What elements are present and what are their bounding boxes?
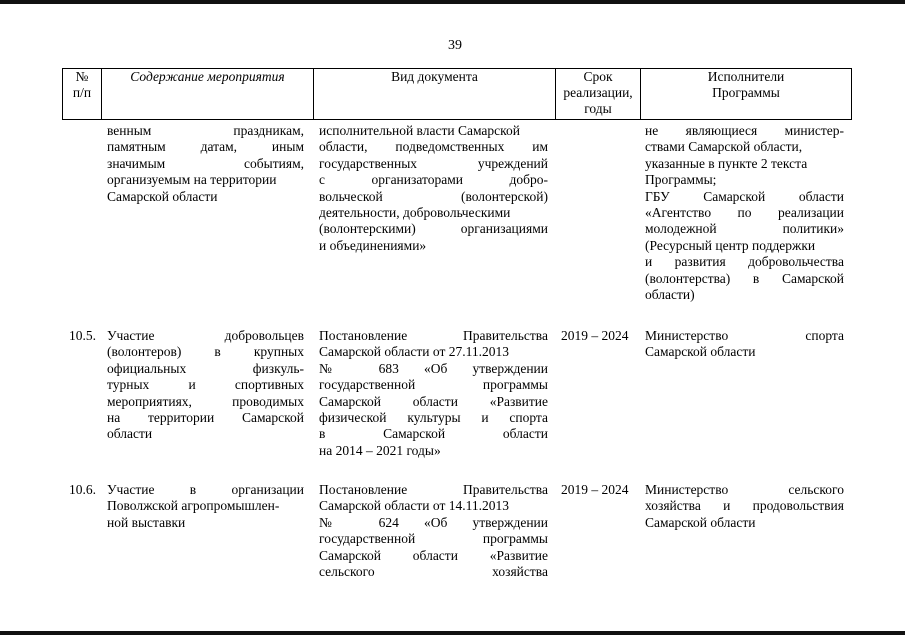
- text-line: Поволжской агропромышлен-: [107, 498, 280, 514]
- text-line: государственной программы: [319, 377, 548, 393]
- top-border: [0, 0, 905, 4]
- text-line: мероприятиях, проводимых: [107, 393, 304, 409]
- row-period: 2019 – 2024: [561, 482, 629, 497]
- text-line: области): [645, 287, 695, 303]
- text-line: Самарской области «Развитие: [319, 547, 548, 563]
- text-line: турных и спортивных: [107, 377, 304, 393]
- row-executors: [645, 328, 844, 361]
- text-line: (Ресурсный центр поддержки: [645, 237, 816, 253]
- bottom-border: [0, 631, 905, 635]
- text-line: № 624 «Об утверждении: [319, 514, 548, 530]
- text-line: ной выставки: [107, 514, 186, 530]
- row-content: [107, 328, 304, 443]
- header-content: Содержание мероприятия: [130, 69, 285, 84]
- text-line: Программы;: [645, 172, 717, 188]
- text-line: с организаторами добро-: [319, 172, 548, 188]
- header-period-line: реализации,: [563, 85, 633, 100]
- text-line: и развития добровольчества: [645, 254, 844, 270]
- text-line: Самарской области: [645, 514, 756, 530]
- header-executors-line: Исполнители: [707, 69, 785, 84]
- text-line: области: [107, 426, 153, 442]
- header-period-line: Срок: [583, 69, 613, 84]
- col-rule: [851, 68, 852, 120]
- continued-content: [107, 123, 304, 205]
- text-line: ГБУ Самарской области: [645, 188, 844, 204]
- row-number: 10.6.: [69, 482, 96, 497]
- text-line: организуемым на территории: [107, 172, 277, 188]
- continued-doc: [319, 123, 548, 254]
- row-content: [107, 482, 304, 531]
- header-period-line: годы: [584, 101, 612, 116]
- row-period: 2019 – 2024: [561, 328, 629, 343]
- text-line: физической культуры и спорта: [319, 410, 548, 426]
- text-line: Постановление Правительства: [319, 482, 548, 497]
- header-doc-type: Вид документа: [391, 69, 478, 84]
- text-line: Самарской области от 27.11.2013: [319, 344, 510, 360]
- text-line: не являющиеся министер-: [645, 123, 844, 138]
- text-line: (волонтеров) в крупных: [107, 344, 304, 360]
- text-line: Министерство спорта: [645, 328, 844, 343]
- header-num-line: №: [75, 69, 89, 84]
- text-line: значимым событиям,: [107, 155, 304, 171]
- text-line: Постановление Правительства: [319, 328, 548, 343]
- header-num-line: п/п: [72, 85, 92, 100]
- text-line: области, подведомственных им: [319, 139, 548, 155]
- row-doc: [319, 328, 548, 459]
- header-executors: [641, 69, 851, 101]
- text-line: исполнительной власти Самарской: [319, 123, 521, 138]
- text-line: на территории Самарской: [107, 410, 304, 426]
- text-line: (волонтерства) в Самарской: [645, 270, 844, 286]
- header-bottom-rule: [62, 119, 852, 120]
- text-line: Участие в организации: [107, 482, 304, 497]
- text-line: памятным датам, иным: [107, 139, 304, 155]
- text-line: «Агентство по реализации: [645, 205, 844, 221]
- header-num: [63, 69, 101, 101]
- text-line: венным праздникам,: [107, 123, 304, 138]
- row-number: 10.5.: [69, 328, 96, 343]
- text-line: ствами Самарской области,: [645, 139, 803, 155]
- header-executors-line: Программы: [712, 85, 780, 100]
- text-line: вольческой (волонтерской): [319, 188, 548, 204]
- text-line: государственных учреждений: [319, 155, 548, 171]
- text-line: Самарской области от 14.11.2013: [319, 498, 510, 514]
- page-number: 39: [448, 38, 462, 53]
- text-line: деятельности, добровольческими: [319, 205, 511, 221]
- text-line: (волонтерскими) организациями: [319, 221, 548, 237]
- text-line: Участие добровольцев: [107, 328, 304, 343]
- header-period: [556, 69, 640, 117]
- text-line: и объединениями»: [319, 237, 427, 253]
- text-line: Самарской области «Развитие: [319, 393, 548, 409]
- text-line: Самарской области: [645, 344, 756, 360]
- continued-executors: [645, 123, 844, 303]
- text-line: Министерство сельского: [645, 482, 844, 497]
- text-line: хозяйства и продовольствия: [645, 498, 844, 514]
- text-line: молодежной политики»: [645, 221, 844, 237]
- row-executors: [645, 482, 844, 531]
- text-line: официальных физкуль-: [107, 360, 304, 376]
- row-doc: [319, 482, 548, 580]
- text-line: сельского хозяйства: [319, 564, 548, 580]
- text-line: № 683 «Об утверждении: [319, 360, 548, 376]
- text-line: в Самарской области: [319, 426, 548, 442]
- text-line: государственной программы: [319, 531, 548, 547]
- text-line: Самарской области: [107, 188, 218, 204]
- text-line: на 2014 – 2021 годы»: [319, 442, 441, 458]
- text-line: указанные в пункте 2 текста: [645, 155, 808, 171]
